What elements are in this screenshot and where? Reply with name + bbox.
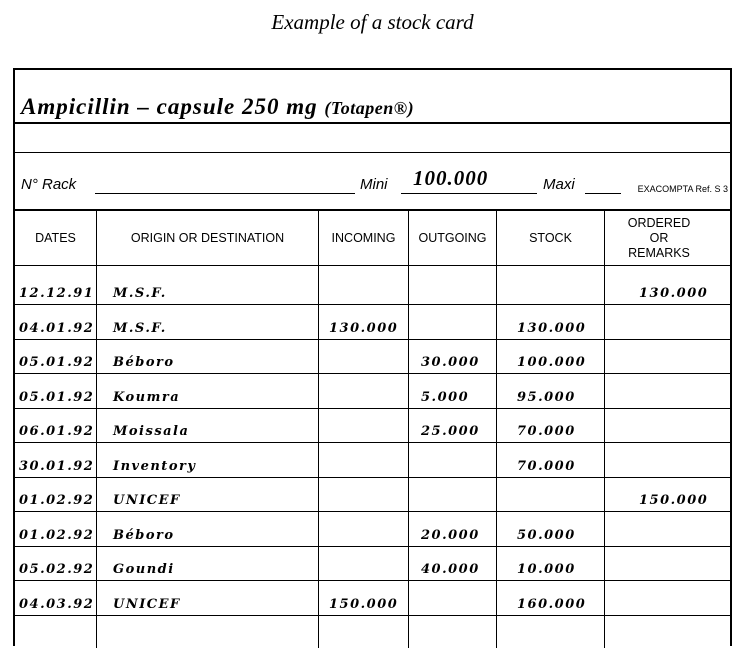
cell-incoming: 130.000	[329, 320, 399, 336]
table-row	[15, 408, 730, 409]
rack-row	[15, 166, 730, 198]
product-title	[21, 94, 414, 120]
column-divider	[496, 211, 497, 648]
table-row	[15, 442, 730, 443]
header-outgoing: OUTGOING	[418, 230, 487, 245]
cell-outgoing: 25.000	[421, 424, 480, 439]
header-incoming: INCOMING	[331, 230, 396, 245]
cell-outgoing: 30.000	[421, 355, 480, 370]
rack-blank	[95, 193, 355, 194]
cell-date: 05.01.92	[19, 355, 95, 370]
table-row	[15, 339, 730, 340]
divider	[15, 122, 730, 124]
cell-date: 05.01.92	[19, 389, 95, 405]
divider	[15, 152, 730, 153]
cell-date: 04.01.92	[19, 320, 95, 336]
column-divider	[604, 211, 605, 648]
table-row	[15, 304, 730, 305]
column-divider	[96, 211, 97, 648]
mini-label: Mini	[360, 176, 388, 193]
cell-stock: 70.000	[517, 424, 576, 439]
stock-card	[13, 68, 732, 646]
table-row	[15, 511, 730, 512]
cell-date: 12.12.91	[19, 286, 95, 301]
mini-blank	[401, 193, 537, 194]
maxi-label: Maxi	[543, 176, 575, 193]
table-row	[15, 373, 730, 374]
cell-origin: M.S.F.	[113, 286, 167, 301]
cell-stock: 10.000	[517, 562, 576, 577]
cell-stock: 100.000	[517, 355, 587, 370]
cell-origin: Béboro	[113, 355, 175, 370]
page-caption: Example of a stock card	[271, 10, 474, 34]
cell-origin: Moissala	[113, 424, 190, 439]
header-dates: DATES	[35, 230, 76, 245]
cell-outgoing: 5.000	[421, 389, 470, 405]
cell-date: 01.02.92	[19, 527, 95, 543]
cell-remarks: 130.000	[639, 286, 709, 301]
cell-stock: 70.000	[517, 458, 576, 474]
table-row	[15, 546, 730, 547]
header-stock: STOCK	[529, 230, 572, 245]
cell-stock: 130.000	[517, 320, 587, 336]
cell-stock: 50.000	[517, 527, 576, 543]
column-divider	[408, 211, 409, 648]
ref-code: EXACOMPTA Ref. S 3	[637, 184, 728, 194]
cell-incoming: 150.000	[329, 596, 399, 612]
cell-origin: M.S.F.	[113, 320, 167, 336]
stock-table	[15, 211, 730, 648]
cell-origin: UNICEF	[113, 493, 181, 508]
cell-date: 30.01.92	[19, 458, 95, 474]
header-origin: ORIGIN OR DESTINATION	[130, 230, 285, 245]
cell-remarks: 150.000	[639, 493, 709, 508]
cell-date: 04.03.92	[19, 596, 95, 612]
header-remarks: ORDERED OR REMARKS	[627, 215, 691, 260]
rack-label: N° Rack	[21, 176, 77, 193]
cell-origin: Inventory	[113, 458, 197, 474]
cell-date: 01.02.92	[19, 493, 95, 508]
cell-outgoing: 20.000	[421, 527, 480, 543]
cell-origin: Béboro	[113, 527, 175, 543]
table-row	[15, 615, 730, 616]
cell-origin: UNICEF	[113, 596, 181, 612]
cell-date: 06.01.92	[19, 424, 95, 439]
cell-outgoing: 40.000	[421, 562, 480, 577]
mini-value: 100.000	[413, 166, 489, 190]
header-divider	[15, 265, 730, 266]
product-name: Ampicillin – capsule 250 mg	[21, 94, 318, 119]
maxi-blank	[585, 193, 621, 194]
cell-stock: 160.000	[517, 596, 587, 612]
cell-origin: Koumra	[113, 389, 181, 405]
table-row	[15, 580, 730, 581]
cell-origin: Goundi	[113, 562, 175, 577]
cell-stock: 95.000	[517, 389, 576, 405]
table-row	[15, 477, 730, 478]
column-divider	[318, 211, 319, 648]
product-brand: (Totapen®)	[324, 98, 415, 118]
cell-date: 05.02.92	[19, 562, 95, 577]
